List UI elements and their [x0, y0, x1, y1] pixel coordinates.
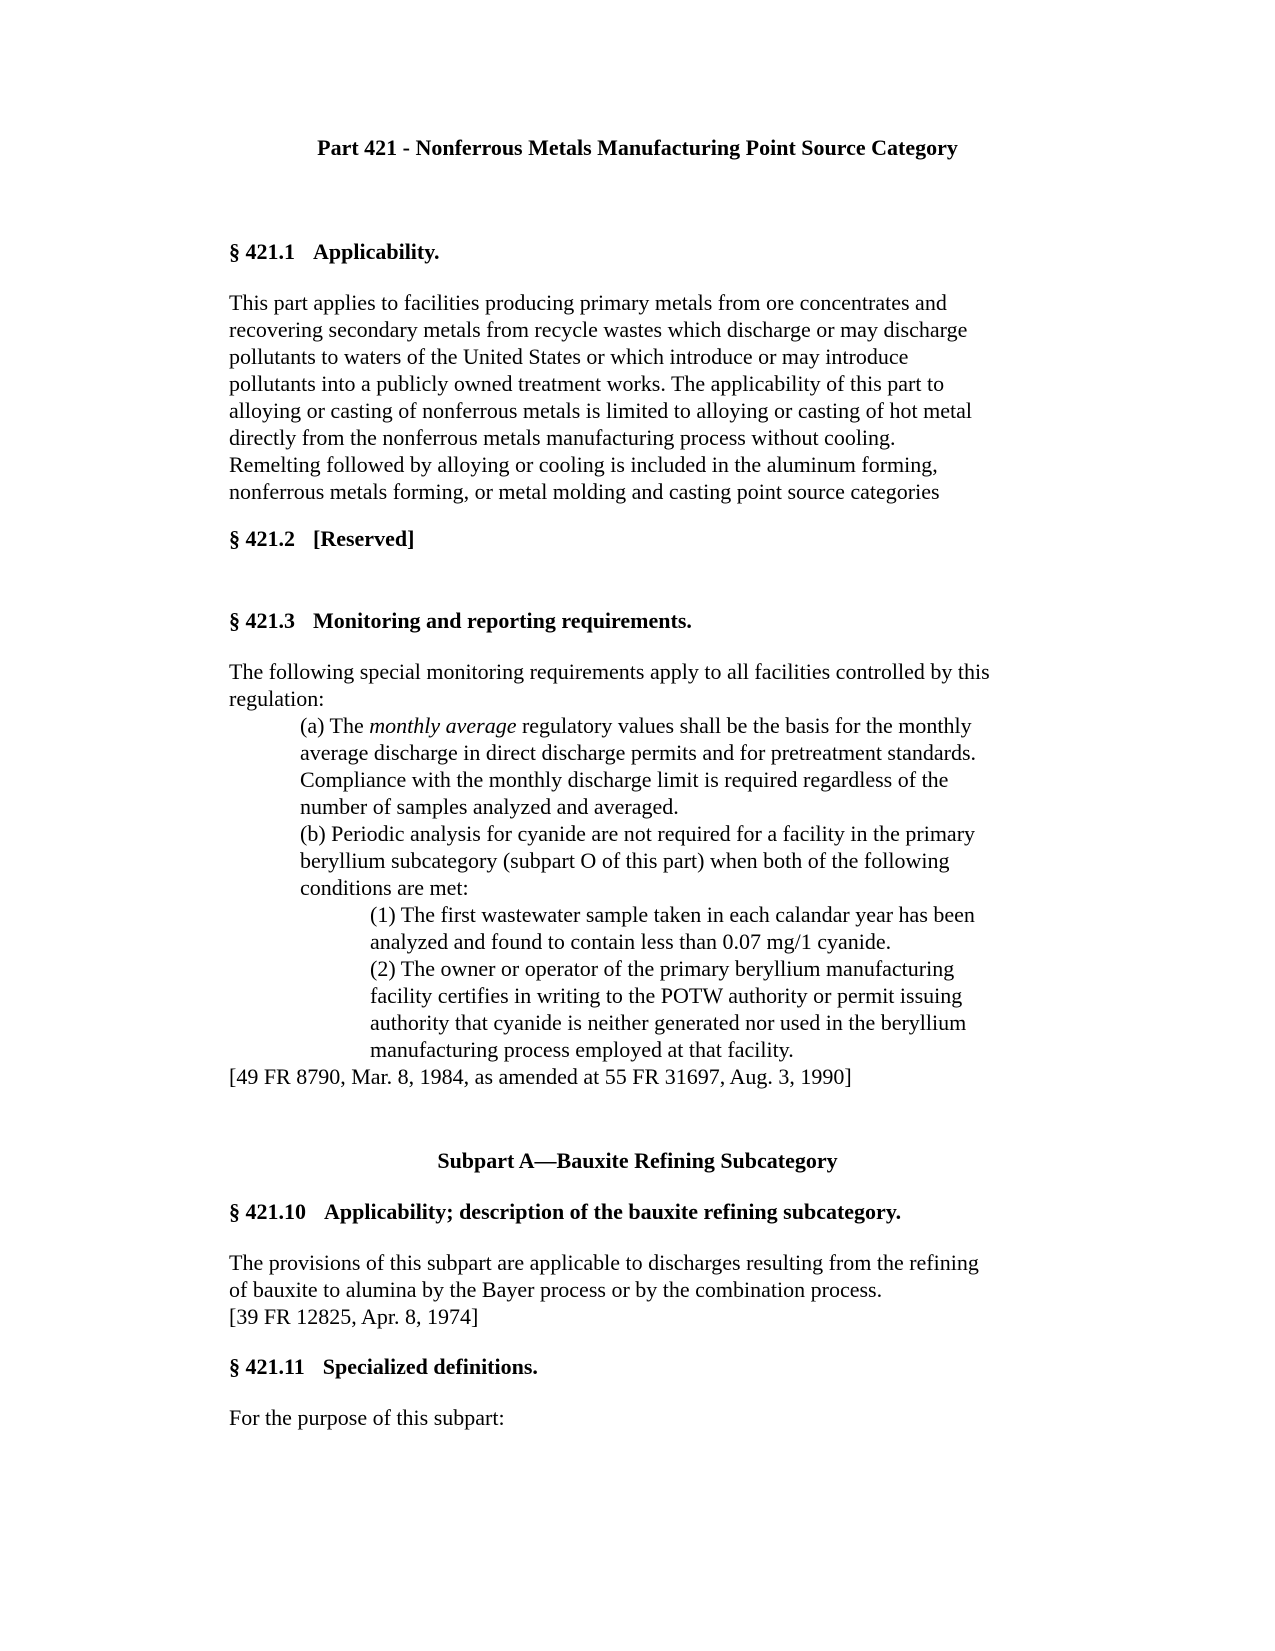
section-number: § 421.3 — [229, 608, 295, 633]
paragraph-b — [229, 820, 1059, 901]
text-line: recovering secondary metals from recycle wastes which discharge or may discharge — [229, 317, 968, 342]
text-line: average discharge in direct discharge permits and for pretreatment standards. — [300, 740, 977, 765]
text-line: authority that cyanide is neither generated nor used in the beryllium — [370, 1010, 967, 1035]
paragraph-a-prefix: (a) The — [300, 713, 370, 738]
section-421-2-heading — [229, 525, 1089, 552]
text-line — [300, 712, 1059, 739]
text-line: nonferrous metals forming, or metal molding and casting point source categories — [229, 479, 940, 504]
text-line: facility certifies in writing to the POTW authority or permit issuing — [370, 983, 963, 1008]
text-line: regulation: — [229, 686, 325, 711]
section-421-3-body — [229, 658, 1059, 1090]
section-421-1-heading — [229, 238, 1089, 265]
text-line: beryllium subcategory (subpart O of this part) when both of the following — [300, 848, 950, 873]
text-line: (1) The first wastewater sample taken in each calandar year has been — [370, 902, 975, 927]
section-number: § 421.11 — [229, 1354, 305, 1379]
section-title: Applicability. — [313, 239, 440, 264]
paragraph-b-2 — [229, 955, 1059, 1063]
document-title: Part 421 - Nonferrous Metals Manufacturing Point Source Category — [317, 135, 958, 160]
section-title: Applicability; description of the bauxite refining subcategory. — [324, 1199, 902, 1224]
paragraph-a-rest: regulatory values shall be the basis for the monthly — [516, 713, 972, 738]
text-line: (b) Periodic analysis for cyanide are not required for a facility in the primary — [300, 821, 976, 846]
citation: [39 FR 12825, Apr. 8, 1974] — [229, 1304, 479, 1329]
text-line: Compliance with the monthly discharge limit is required regardless of the — [300, 767, 949, 792]
text-line: The provisions of this subpart are applicable to discharges resulting from the refining — [229, 1250, 979, 1275]
text-line: This part applies to facilities producing primary metals from ore concentrates and — [229, 290, 947, 315]
section-title: Monitoring and reporting requirements. — [313, 608, 692, 633]
paragraph-b-1 — [229, 901, 1059, 955]
section-421-10-body — [229, 1249, 1059, 1330]
text-line: conditions are met: — [300, 875, 469, 900]
paragraph-a — [229, 712, 1059, 820]
text-line: The following special monitoring requirements apply to all facilities controlled by this — [229, 659, 990, 684]
section-number: § 421.2 — [229, 526, 295, 551]
section-421-3-heading — [229, 607, 1089, 634]
text-line: of bauxite to alumina by the Bayer process or by the combination process. — [229, 1277, 883, 1302]
section-title: Specialized definitions. — [322, 1354, 538, 1379]
emphasis-term: monthly average — [369, 713, 517, 738]
subpart-a-title: Subpart A—Bauxite Refining Subcategory — [437, 1148, 838, 1173]
section-title: [Reserved] — [313, 526, 415, 551]
text-line: pollutants into a publicly owned treatment works. The applicability of this part to — [229, 371, 945, 396]
section-number: § 421.10 — [229, 1199, 306, 1224]
text-line: alloying or casting of nonferrous metals is limited to alloying or casting of hot metal — [229, 398, 972, 423]
section-421-11-body — [229, 1404, 1059, 1431]
text-line: directly from the nonferrous metals manufacturing process without cooling. — [229, 425, 896, 450]
text-line: analyzed and found to contain less than 0.07 mg/1 cyanide. — [370, 929, 892, 954]
section-421-11-heading — [229, 1353, 1089, 1380]
section-421-10-heading — [229, 1198, 1089, 1225]
text-line: For the purpose of this subpart: — [229, 1405, 505, 1430]
text-line: pollutants to waters of the United States or which introduce or may introduce — [229, 344, 909, 369]
section-421-1-body — [229, 289, 1059, 505]
citation: [49 FR 8790, Mar. 8, 1984, as amended at 55 FR 31697, Aug. 3, 1990] — [229, 1064, 852, 1089]
text-line: Remelting followed by alloying or cooling is included in the aluminum forming, — [229, 452, 938, 477]
text-line: manufacturing process employed at that facility. — [370, 1037, 794, 1062]
text-line: number of samples analyzed and averaged. — [300, 794, 679, 819]
text-line: (2) The owner or operator of the primary beryllium manufacturing — [370, 956, 955, 981]
section-number: § 421.1 — [229, 239, 295, 264]
